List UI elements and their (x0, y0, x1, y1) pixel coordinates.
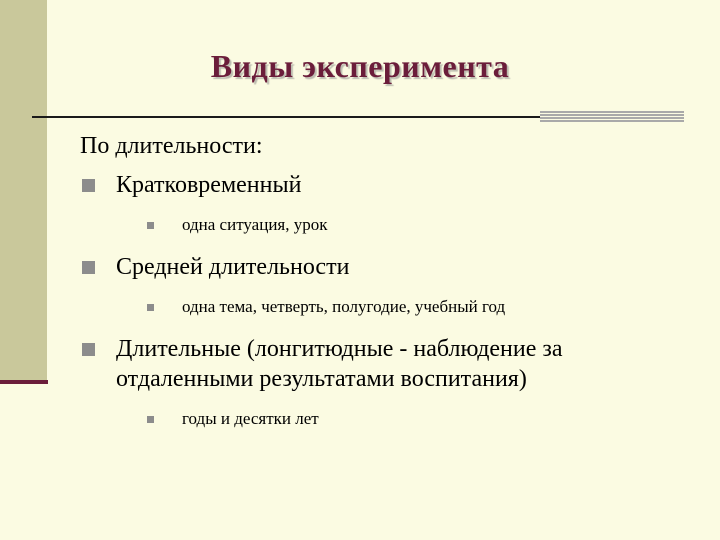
sub-list-item-label: годы и десятки лет (182, 409, 319, 428)
sub-list-item-label: одна ситуация, урок (182, 215, 328, 234)
small-square-bullet-icon (147, 304, 154, 311)
list-item-label: Кратковременный (116, 172, 302, 198)
slide-content (80, 130, 700, 446)
list-item-label: Длительные (лонгитюдные - наблюдение за отдаленными результатами воспитания) (116, 336, 563, 392)
list-item (80, 170, 700, 200)
sub-list-item (80, 296, 700, 318)
small-square-bullet-icon (147, 416, 154, 423)
title-divider-stripes (540, 111, 684, 123)
list-item-label: Средней длительности (116, 254, 350, 280)
square-bullet-icon (82, 261, 95, 274)
sub-list-item-label: одна тема, четверть, полугодие, учебный год (182, 297, 506, 316)
sub-list-item (80, 214, 700, 236)
section-heading: По длительности: (80, 133, 263, 159)
list-item (80, 334, 700, 394)
square-bullet-icon (82, 179, 95, 192)
small-square-bullet-icon (147, 222, 154, 229)
list-item (80, 252, 700, 282)
slide-title: Виды эксперимента (210, 48, 510, 84)
square-bullet-icon (82, 343, 95, 356)
sidebar-accent-line (0, 380, 48, 384)
sub-list-item (80, 408, 700, 430)
